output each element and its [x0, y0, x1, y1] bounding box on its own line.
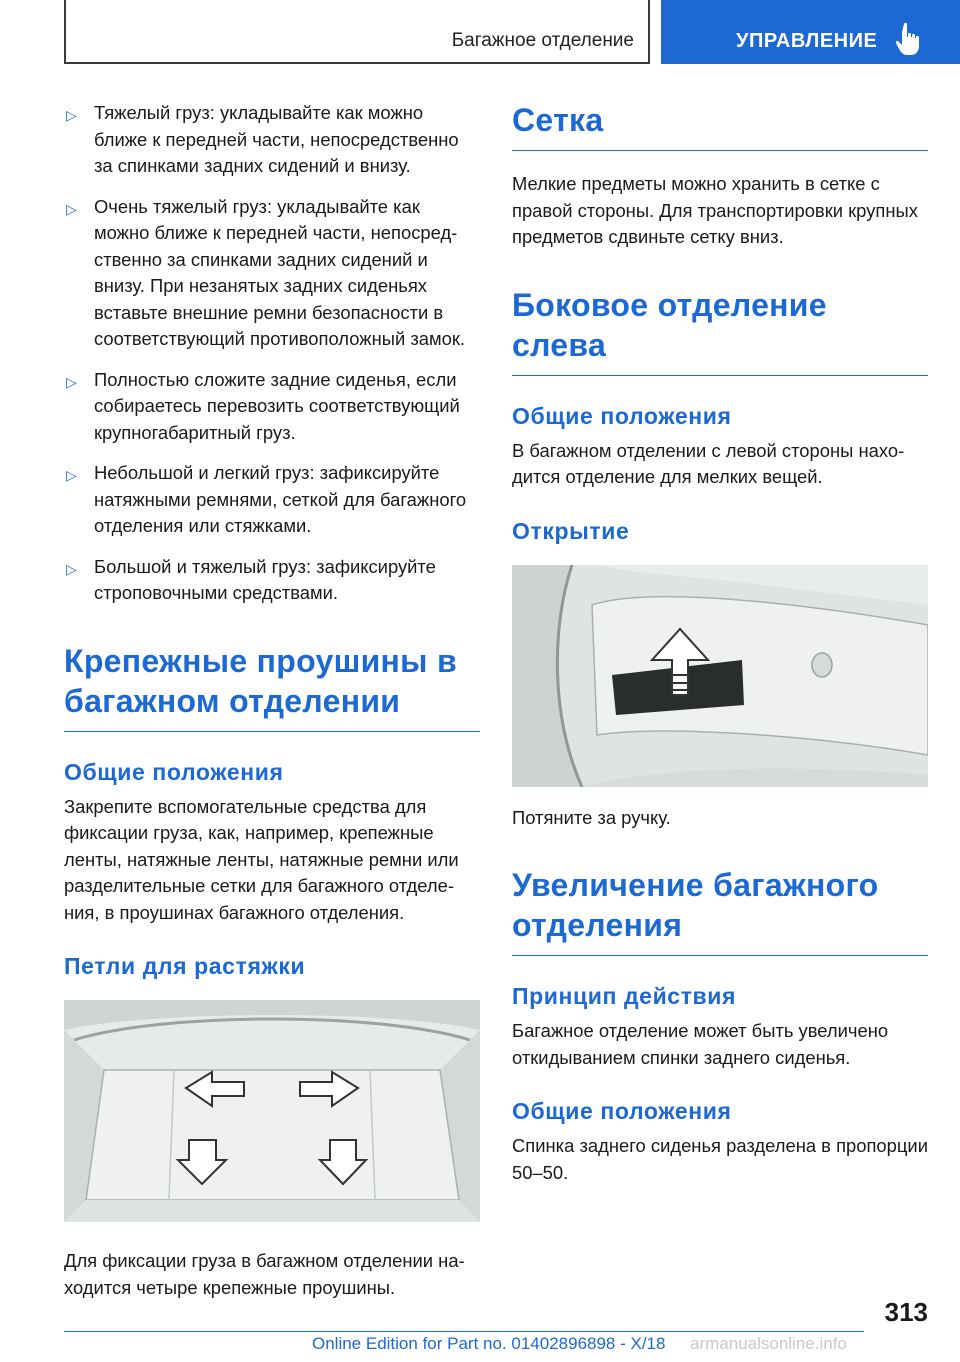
list-item: ▷ Очень тяжелый груз: укладывайте как можно ближе к передней части, непосредственно за спинками задних сидений и внизу. При незанятых задних сиденьях вставьте внешние ремни безопасности в соответствующий противоположный замок.: [66, 195, 466, 349]
photo-caption: Для фиксации груза в багажном отделении находится четыре крепежные проушины.: [64, 1250, 465, 1298]
heading-side-compartment: Боковое отделение слева: [512, 285, 928, 376]
photo-caption: Потяните за ручку.: [512, 806, 671, 828]
triangle-right-icon: ▷: [66, 107, 77, 123]
right-column: [512, 100, 928, 1186]
bullet-list: [64, 100, 480, 607]
chapter-title: УПРАВЛЕНИЕ: [736, 30, 878, 52]
chapter-tab[interactable]: [661, 0, 960, 64]
page-number: 313: [884, 1297, 928, 1327]
subheading-general: Общие положения: [64, 758, 284, 785]
triangle-right-icon: ▷: [66, 373, 77, 390]
section-title: Багажное отделение: [451, 30, 634, 51]
trunk-tie-down-photo: [64, 1000, 480, 1222]
list-item: ▷ Небольшой и легкий груз: зафиксируйте натяжными ремнями, сеткой для багажного отделения или стяжками.: [66, 462, 467, 536]
footer-divider: [64, 1331, 864, 1332]
paragraph-principle: Багажное отделение может быть увеличено откидыванием спинки заднего сиденья.: [512, 1020, 889, 1068]
paragraph-general: Закрепите вспомогательные средства для фиксации груза, как, например, крепежные ленты, натяжные ленты, натяжные ремни или разделительные сетки для багажного отделения, в проушинах багажного отделения.: [64, 795, 459, 923]
heading-tie-down-eyes: Крепежные проушины в багажном отделении: [64, 641, 480, 732]
heading-enlarge-trunk: Увеличение багажного отделения: [512, 865, 928, 956]
subheading-principle: Принцип действия: [512, 983, 737, 1009]
paragraph-net: Мелкие предметы можно хранить в сетке с правой стороны. Для транспортировки крупных предметов сдвиньте сетку вниз.: [512, 173, 918, 247]
hand-pointer-icon: [895, 22, 921, 56]
triangle-right-icon: ▷: [66, 560, 77, 577]
heading-net: Сетка: [512, 100, 928, 151]
triangle-right-icon: ▷: [66, 200, 77, 217]
paragraph-side-compartment: В багажном отделении с левой стороны находится отделение для мелких вещей.: [512, 439, 905, 487]
subheading-opening: Открытие: [512, 517, 630, 544]
watermark: armanualsonline.info: [690, 1334, 847, 1353]
subheading-loops: Петли для растяжки: [64, 953, 306, 979]
list-item: ▷ Полностью сложите задние сиденья, если собираетесь перевозить соответствующий крупногабаритный груз.: [66, 368, 460, 443]
paragraph-split-ratio: Спинка заднего сиденья разделена в пропорции 50–50.: [512, 1135, 928, 1183]
triangle-right-icon: ▷: [66, 467, 77, 483]
subheading-general: Общие положения: [512, 1098, 732, 1124]
edition-info: Online Edition for Part no. 01402896898 - X/18: [312, 1334, 666, 1353]
section-header-tab: [64, 0, 650, 64]
left-column: [64, 100, 480, 1301]
list-item: ▷ Тяжелый груз: укладывайте как можно ближе к передней части, непосредственно за спинками задних сидений и внизу.: [66, 102, 459, 176]
list-item: ▷ Большой и тяжелый груз: зафиксируйте строповочными средствами.: [66, 555, 436, 603]
side-compartment-photo: [512, 565, 928, 787]
subheading-general: Общие положения: [512, 402, 732, 429]
